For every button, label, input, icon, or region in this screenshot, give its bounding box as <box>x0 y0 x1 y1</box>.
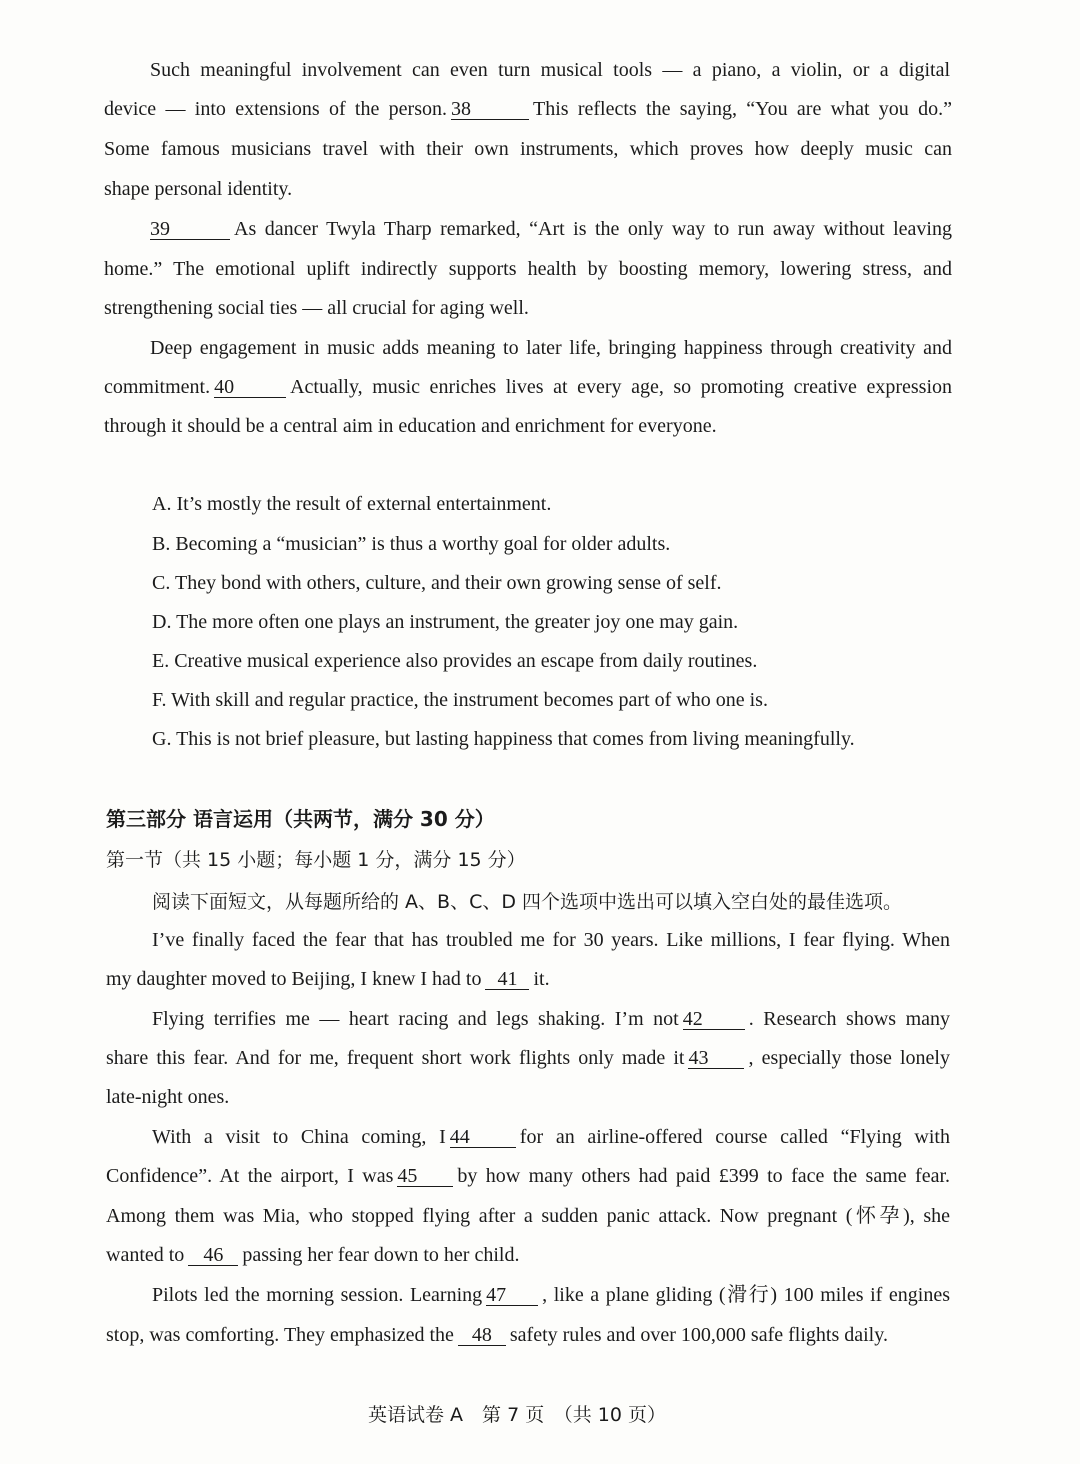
blank-43: 43 <box>688 1048 744 1069</box>
cloze-text: Confidence”. At the airport, I was <box>106 1165 394 1187</box>
passage-text: commitment. <box>104 376 211 398</box>
section-title: 第三部分 语言运用（共两节，满分 30 分） <box>106 807 495 831</box>
passage-line <box>150 216 952 242</box>
cloze-line: late-night ones. <box>106 1086 230 1108</box>
passage-line <box>104 96 952 122</box>
cloze-line: I’ve finally faced the fear that has troubled me for 30 years. Like millions, I fear flying. When <box>152 929 950 951</box>
cloze-line <box>106 1163 950 1189</box>
passage-text: As dancer Twyla Tharp remarked, “Art is the only way to run away without leaving <box>234 218 952 240</box>
cloze-line <box>106 966 550 992</box>
cloze-line <box>106 1242 519 1268</box>
section-subtitle: 第一节（共 15 小题；每小题 1 分，满分 15 分） <box>106 849 526 871</box>
option-f: F. With skill and regular practice, the instrument becomes part of who one is. <box>152 689 768 711</box>
cloze-text: for an airline-offered course called “Flying with <box>519 1126 950 1148</box>
cloze-text: it. <box>533 968 550 990</box>
passage-line: shape personal identity. <box>104 178 293 200</box>
cloze-line <box>106 1045 950 1071</box>
option-g: G. This is not brief pleasure, but lasting happiness that comes from living meaningfully. <box>152 728 855 750</box>
cloze-text: Flying terrifies me — heart racing and legs shaking. I’m not <box>152 1008 679 1030</box>
passage-text: Actually, music enriches lives at every age, so promoting creative expression <box>290 376 952 398</box>
blank-45: 45 <box>397 1166 453 1187</box>
page-footer: 英语试卷 A 第 7 页 （共 10 页） <box>368 1404 666 1426</box>
cloze-line <box>152 1124 950 1150</box>
option-c: C. They bond with others, culture, and their own growing sense of self. <box>152 572 722 594</box>
passage-line: strengthening social ties — all crucial for aging well. <box>104 297 529 319</box>
cloze-line <box>106 1322 888 1348</box>
option-d: D. The more often one plays an instrument, the greater joy one may gain. <box>152 611 739 633</box>
blank-40: 40 <box>214 377 286 398</box>
section-instruction: 阅读下面短文，从每题所给的 A、B、C、D 四个选项中选出可以填入空白处的最佳选项。 <box>152 891 903 913</box>
cloze-text: by how many others had paid £399 to face the same fear. <box>457 1165 951 1187</box>
cloze-text: , like a plane gliding (滑行) 100 miles if engines <box>542 1284 951 1306</box>
cloze-text: wanted to <box>106 1244 185 1266</box>
cloze-text: . Research shows many <box>748 1008 951 1030</box>
blank-42: 42 <box>683 1009 745 1030</box>
option-b: B. Becoming a “musician” is thus a worthy goal for older adults. <box>152 533 671 555</box>
blank-46: 46 <box>188 1245 238 1266</box>
passage-text: device — into extensions of the person. <box>104 98 447 120</box>
cloze-text: , especially those lonely <box>748 1047 950 1069</box>
cloze-text: passing her fear down to her child. <box>242 1244 520 1266</box>
option-a: A. It’s mostly the result of external entertainment. <box>152 493 552 515</box>
passage-line <box>104 374 952 400</box>
cloze-line <box>152 1006 950 1032</box>
passage-line: home.” The emotional uplift indirectly supports health by boosting memory, lowering stress, and <box>104 258 952 280</box>
cloze-text: share this fear. And for me, frequent short work flights only made it <box>106 1047 685 1069</box>
cloze-line: Among them was Mia, who stopped flying after a sudden panic attack. Now pregnant (怀孕), she <box>106 1205 950 1227</box>
blank-39: 39 <box>150 219 230 240</box>
blank-47: 47 <box>486 1285 538 1306</box>
blank-41: 41 <box>485 969 529 990</box>
passage-line: Such meaningful involvement can even turn musical tools — a piano, a violin, or a digital <box>150 59 950 81</box>
cloze-text: stop, was comforting. They emphasized the <box>106 1324 454 1346</box>
blank-38: 38 <box>451 99 529 120</box>
blank-48: 48 <box>458 1325 506 1346</box>
passage-line: Some famous musicians travel with their own instruments, which proves how deeply music can <box>104 138 952 160</box>
passage-line: through it should be a central aim in education and enrichment for everyone. <box>104 415 717 437</box>
blank-44: 44 <box>450 1127 516 1148</box>
passage-text: This reflects the saying, “You are what you do.” <box>533 98 952 120</box>
cloze-text: my daughter moved to Beijing, I knew I had to <box>106 968 482 990</box>
cloze-text: With a visit to China coming, I <box>152 1126 446 1148</box>
cloze-text: Pilots led the morning session. Learning <box>152 1284 483 1306</box>
cloze-line <box>152 1282 950 1308</box>
passage-line: Deep engagement in music adds meaning to later life, bringing happiness through creativity and <box>150 337 952 359</box>
option-e: E. Creative musical experience also provides an escape from daily routines. <box>152 650 758 672</box>
cloze-text: safety rules and over 100,000 safe flights daily. <box>509 1324 888 1346</box>
